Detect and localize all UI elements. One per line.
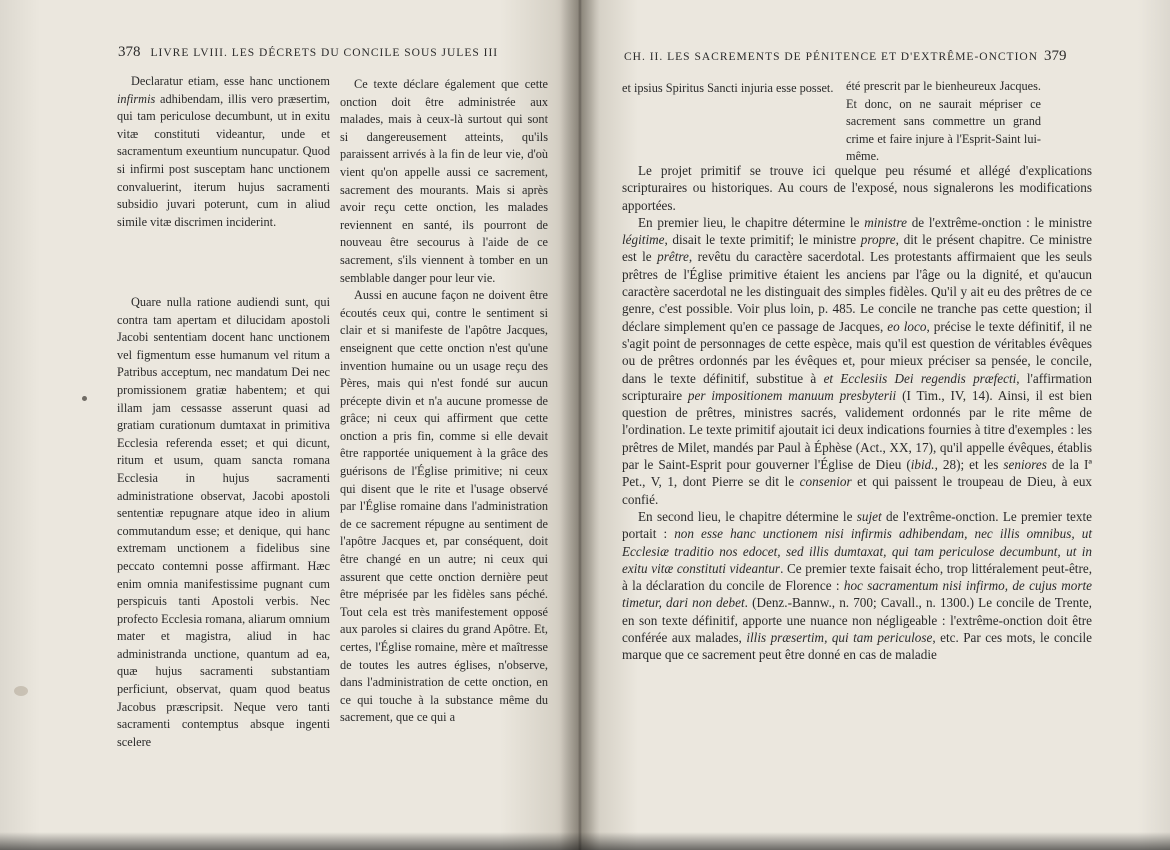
- left-page: [0, 0, 578, 850]
- text-run: En second lieu, le chapitre détermine le: [638, 508, 857, 524]
- right-running-head-text: CH. II. LES SACREMENTS DE PÉNITENCE ET D'EXTRÊME-ONCTION: [624, 51, 1039, 63]
- text-run: , etc. Par ces mots, le concile marque que ce sacrement peut être donné en cas de maladie: [622, 630, 1093, 663]
- text-run: . (Denz.-Bannw., n. 700; Cavall., n. 1300.) Le concile de Trente, en son texte définitif, apporte une nuance non négligeable : l'extrême-onction doit être conférée aux malades,: [622, 595, 1092, 646]
- left-running-head-text: LIVRE LVIII. LES DÉCRETS DU CONCILE SOUS JULES III: [150, 47, 499, 59]
- text-run: , précise le texte définitif, il ne s'agit point de personnages de cette espèce, mais qu'il est question de véritables évêques ou de prêtres ordonnés par les évêques et, pour mieux préciser sa pensée, le concile, dans le texte définitif, substitue à: [622, 318, 1092, 386]
- book-gutter: [560, 0, 600, 850]
- french-paragraph-1: Ce texte déclare également que cette onction doit être administrée aux malades, mais à ceux-là surtout qui sont si dangereusement atteints, qu'ils paraissent arrivés à la fin de leur vie, d'où vient qu'on appelle aussi ce sacrement, sacrement des mourants. Mais si après avoir reçu cette onction, les malades reviennent en santé, ils pourront de nouveau être secourus à l'aide de ce sacrement, s'ils viennent à tomber en un semblable danger pour leur vie.: [340, 77, 548, 285]
- text-run: . Ce premier texte faisait écho, trop littéralement peut-être, à la déclaration du concile de Florence :: [622, 560, 1093, 594]
- text-run: , disait le texte primitif; le ministre: [664, 232, 861, 248]
- text-run: et qui paissent le troupeau de Dieu, à eux confié.: [622, 474, 1093, 507]
- text-run: de la Iª Pet., V, 1, dont Pierre se dit le: [622, 457, 1092, 490]
- right-page: [578, 0, 1170, 850]
- french-column-continuation: été prescrit par le bienheureux Jacques. Et donc, on ne saurait mépriser ce sacrement sans commettre un grand crime et faire injure à l'Esprit-Saint lui-même.: [846, 79, 1041, 164]
- scan-bottom-shadow: [0, 832, 1170, 850]
- italic-run: per impositionem manuum presbyterii: [687, 387, 897, 403]
- page-stain: [14, 686, 28, 696]
- italic-run: prêtre: [657, 249, 689, 265]
- french-column: [340, 76, 548, 727]
- french-paragraph-2: Aussi en aucune façon ne doivent être écoutés ceux qui, contre le sentiment si clair et si manifeste de l'apôtre Jacques, enseignent que cette onction n'est qu'une invention humaine ou un usage reçu des Pères, mais qui n'est fondé sur aucun précepte divin et n'a aucune promesse de grâce; ni ceux qui affirment que cette onction a pris fin, comme si elle devait être rapportée uniquement à la grâce des guérisons de l'Église primitive; ni ceux qui disent que le rite et l'usage observé par l'Église romaine dans l'administration de ce sacrement répugne au sentiment de l'apôtre Jacques et, par conséquent, doit être changé en un autre; ni ceux qui assurent que cette onction dernière peut être méprisée par les fidèles sans péché. Tout cela est très manifestement opposé aux paroles si claires du grand Apôtre. Et, certes, l'Église romaine, mère et maîtresse de toutes les autres églises, n'observe, dans l'administration de cette onction, en ce qui touche à la substance même du sacrement, que ce qui a: [340, 288, 548, 725]
- latin-column-paragraph-2: Quare nulla ratione audiendi sunt, qui contra tam apertam et dilucidam apostoli Jacobi sententiam docent hanc unctionem vel figmentum esse humanum vel ritum a Patribus acceptum, nec mandatum Dei nec promissionem gratiæ habentem; et qui illam jam cessasse asserunt quasi ad gratiam curationum dumtaxat in primitiva Ecclesia referenda esset; et qui dicunt, ritum et usum, quam sancta romana Ecclesia in hujus sacramenti administratione observat, Jacobi apostoli sententiæ repugnare atque ideo in alium commutandum esse; et denique, qui hanc extremam unctionem a fidelibus sine peccato contemni posse affirmant. Hæc enim omnia manifestissime pugnant cum perspicuis tanti Apostoli verbis. Nec profecto Ecclesia romana, aliarum omnium mater et magistra, aliud in hac administranda unctione, quantum ad ea, quæ hujus sacramenti substantiam perficiunt, observat, quam quod beatus Jacobus præscripsit. Neque vero tanti sacramenti contemptus absque ingenti scelere: [117, 295, 330, 749]
- italic-run: consenior: [799, 474, 852, 490]
- commentary-paragraph-3: [622, 508, 1092, 664]
- text-run: , l'affirmation scripturaire: [622, 370, 1093, 403]
- italic-run: non esse hanc unctionem nisi infirmis adhibendam, nec illis omnibus, ut Ecclesiæ traditio nos edocet, sed illis dumtaxat, qui tam periculose decumbunt, ut in exitu vitæ constituti videantur: [622, 526, 1092, 576]
- latin-column-continuation: et ipsius Spiritus Sancti injuria esse posset.: [622, 81, 834, 95]
- commentary-body: [622, 162, 1092, 664]
- italic-run: eo loco: [887, 318, 927, 334]
- italic-run: ministre: [864, 214, 907, 230]
- page-stain: [82, 396, 87, 401]
- text-run: , revêtu du caractère sacerdotal. Les protestants affirmaient que les seuls prêtres de l'Église primitive étaient les anciens par l'âge ou la dignité, et qu'aucun caractère sacerdotal ne les distinguait des simples fidèles. Qu'il y ait eu des prêtres de ce genre, c'est possible. Voir plus loin, p. 485. Le concile ne tranche pas cette question; il déclare simplement qu'en ce passage de Jacques,: [622, 249, 1092, 334]
- italic-run: ibid.: [910, 457, 935, 473]
- latin-column-paragraph-1: Declaratur etiam, esse hanc unctionem infirmis adhibendam, illis vero præsertim, qui tam periculose decumbunt, ut in exitu vitæ constituti videantur, unde et sacramentum exeuntium nuncupatur. Quod si infirmi post susceptam hanc unctionem convaluerint, iterum hujus sacramenti subsidio juvari poterunt, cum in aliud simile vitæ discrimen inciderint.: [117, 74, 330, 229]
- commentary-paragraph-2: [622, 214, 1092, 508]
- left-running-head: [118, 44, 498, 61]
- italic-run: propre: [860, 232, 896, 248]
- right-running-head: [624, 48, 1067, 65]
- text-run: En premier lieu, le chapitre détermine le: [638, 214, 865, 230]
- right-page-number: 379: [1044, 48, 1067, 64]
- italic-run: seniores: [1003, 457, 1047, 473]
- italic-run: légitime: [622, 232, 665, 248]
- italic-run: sujet: [856, 508, 882, 524]
- italic-run: illis præsertim, qui tam periculose: [746, 630, 933, 646]
- text-run: de l'extrême-onction. Le premier texte portait :: [622, 508, 1092, 542]
- text-run: , 28); et les: [934, 457, 1004, 473]
- italic-term-infirmis: infirmis: [117, 91, 156, 106]
- italic-run: hoc sacramentum nisi infirmo, de cujus morte timetur, dari non debet: [622, 578, 1092, 611]
- text-run: de l'extrême-onction : le ministre: [906, 214, 1092, 230]
- text-run: (I Tim., IV, 14). Ainsi, il est bien question de prêtres, ministres sacrés, validement ordonnés par le rite même de l'ordination. Le texte primitif ajoutait ici deux indications fournies à titre d'exemples : les prêtres de Milet, mandés par Paul à Éphèse (Act., XX, 17), qu'il appelle évêques, établis par le Saint-Esprit pour gouverner l'Église de Dieu (: [622, 387, 1093, 473]
- commentary-paragraph-1: Le projet primitif se trouve ici quelque peu résumé et allégé d'explications scripturaires ou historiques. Au cours de l'exposé, nous signalerons les modifications apportées.: [622, 163, 1092, 213]
- left-page-number: 378: [118, 44, 141, 60]
- italic-run: et Ecclesiis Dei regendis præfecti: [823, 370, 1017, 386]
- text-run: , dit le présent chapitre. Ce ministre est le: [622, 232, 1092, 265]
